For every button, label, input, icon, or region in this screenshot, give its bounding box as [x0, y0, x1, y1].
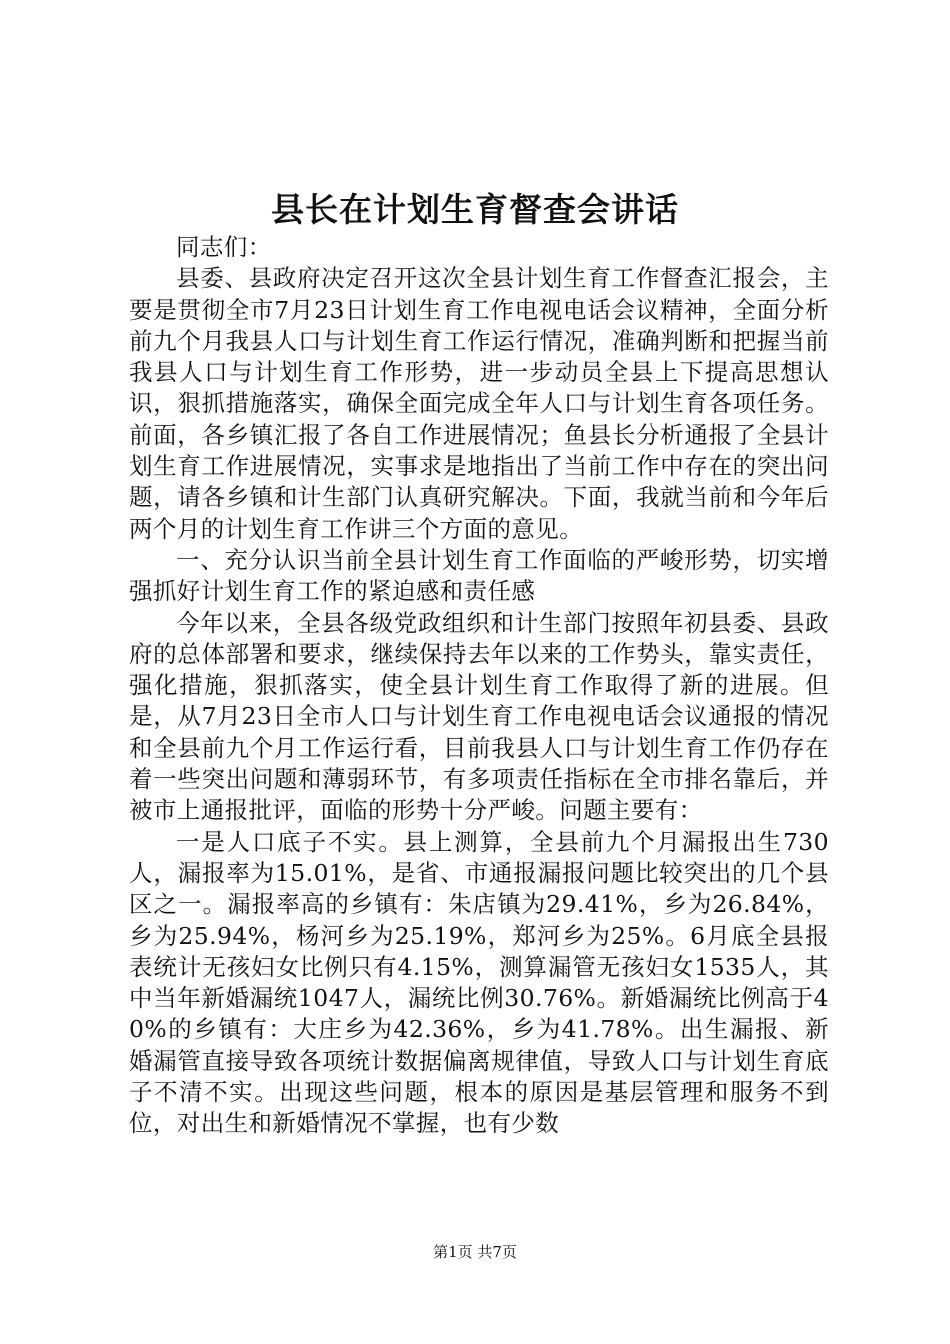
- document-body: [129, 232, 829, 1140]
- intro-paragraph: 县委、县政府决定召开这次全县计划生育工作督查汇报会，主要是贯彻全市7月23日计划生育工作电视电话会议精神，全面分析前九个月我县人口与计划生育工作运行情况，准确判断和把握当前我县人口与计划生育工作形势，进一步动员全县上下提高思想认识，狠抓措施落实，确保全面完成全年人口与计划生育各项任务。前面，各乡镇汇报了各自工作进展情况；鱼县长分析通报了全县计划生育工作进展情况，实事求是地指出了当前工作中存在的突出问题，请各乡镇和计生部门认真研究解决。下面，我就当前和今年后两个月的计划生育工作讲三个方面的意见。: [129, 264, 829, 543]
- problem-one-paragraph: 一是人口底子不实。县上测算，全县前九个月漏报出生730人，漏报率为15.01%，是省、市通报漏报问题比较突出的几个县区之一。漏报率高的乡镇有：朱店镇为29.41%，乡为26.84%，乡为25.94%，杨河乡为25.19%，郑河乡为25%。6月底全县报表统计无孩妇女比例只有4.15%，测算漏管无孩妇女1535人，其中当年新婚漏统1047人，漏统比例30.76%。新婚漏统比例高于40%的乡镇有：大庄乡为42.36%，乡为41.78%。出生漏报、新婚漏管直接导致各项统计数据偏离规律值，导致人口与计划生育底子不清不实。出现这些问题，根本的原因是基层管理和服务不到位，对出生和新婚情况不掌握，也有少数: [129, 827, 829, 1138]
- page-number-footer: 第1页 共7页: [433, 1243, 517, 1261]
- document-title: 县长在计划生育督查会讲话: [271, 190, 679, 229]
- section-heading-paragraph: 一、充分认识当前全县计划生育工作面临的严峻形势，切实增强抓好计划生育工作的紧迫感和责任感: [129, 545, 829, 606]
- situation-paragraph: 今年以来，全县各级党政组织和计生部门按照年初县委、县政府的总体部署和要求，继续保持去年以来的工作势头，靠实责任，强化措施，狠抓落实，使全县计划生育工作取得了新的进展。但是，从7月23日全市人口与计划生育工作电视电话会议通报的情况和全县前九个月工作运行看，目前我县人口与计划生育工作仍存在着一些突出问题和薄弱环节，有多项责任指标在全市排名靠后，并被市上通报批评，面临的形势十分严峻。问题主要有：: [129, 608, 829, 825]
- salutation-paragraph: 同志们：: [176, 233, 272, 261]
